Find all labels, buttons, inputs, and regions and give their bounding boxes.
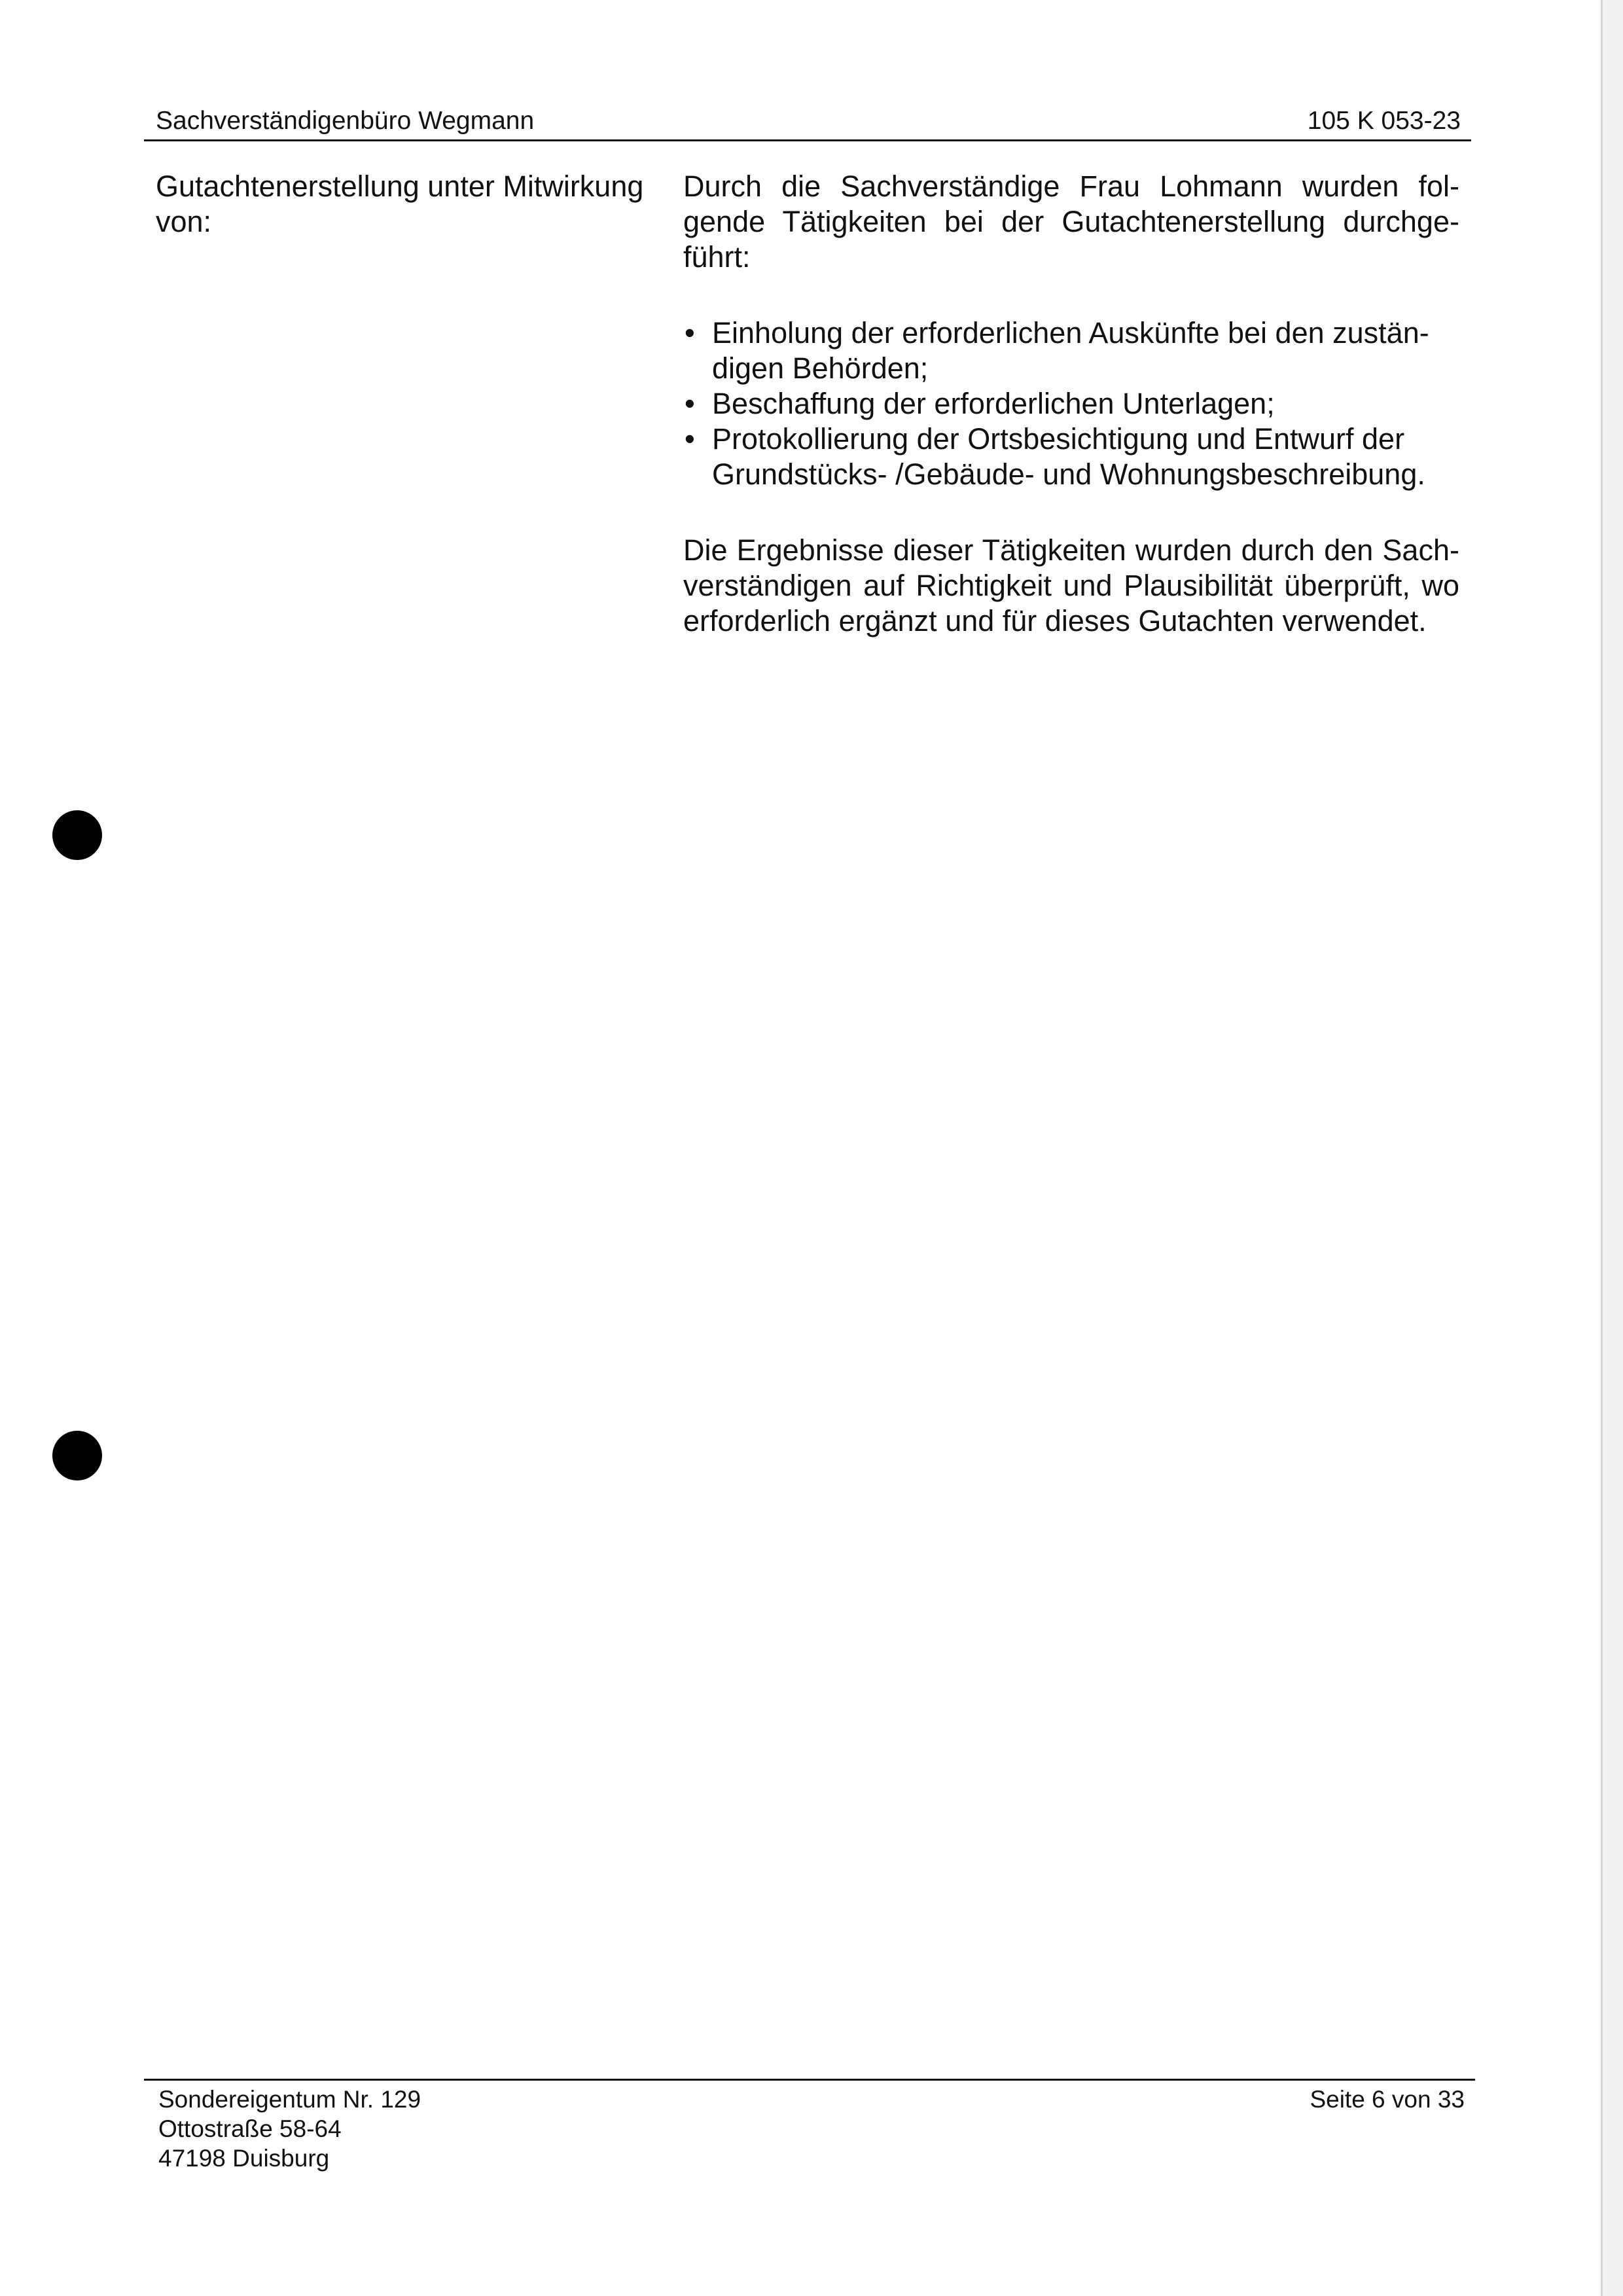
bullet-icon: • bbox=[685, 316, 695, 350]
bullet-icon: • bbox=[685, 422, 695, 456]
bullet-icon: • bbox=[685, 387, 695, 420]
page-footer bbox=[144, 2079, 1475, 2179]
address-line: Ottostraße 58-64 bbox=[158, 2115, 342, 2142]
list-item: • Protokollierung der Ortsbesichtigung und Entwurf der Grundstücks- /Gebäude- und Wohnungsbeschreibung. bbox=[685, 422, 1425, 491]
address-line: 47198 Duisburg bbox=[158, 2145, 330, 2172]
page-header bbox=[144, 101, 1471, 141]
section-label: Gutachtenerstellung unter Mitwirkung von: bbox=[156, 170, 644, 238]
file-reference: 105 K 053-23 bbox=[1307, 107, 1461, 135]
page-edge-shadow bbox=[1601, 0, 1623, 2296]
page-number: Seite 6 von 33 bbox=[1310, 2086, 1465, 2113]
intro-paragraph: Durch die Sachverständige Frau Lohmann wurden folgende Tätigkeiten bei der Gutachtenerstellung durchgeführt: bbox=[683, 170, 1459, 274]
punch-hole bbox=[52, 810, 102, 860]
list-item: • Beschaffung der erforderlichen Unterlagen; bbox=[685, 387, 1275, 420]
address-line: Sondereigentum Nr. 129 bbox=[158, 2086, 421, 2113]
activity-list bbox=[683, 315, 1459, 492]
list-item: • Einholung der erforderlichen Auskünfte bei den zuständigen Behörden; bbox=[685, 316, 1429, 385]
section-content bbox=[683, 169, 1459, 639]
punch-hole bbox=[52, 1431, 102, 1480]
closing-paragraph: Die Ergebnisse dieser Tätigkeiten wurden durch den Sachverständigen auf Richtigkeit und Plausibilität überprüft, wo erforderlich ergänzt und für dieses Gutachten verwendet. bbox=[683, 533, 1459, 637]
office-name: Sachverständigenbüro Wegmann bbox=[156, 107, 535, 135]
property-address bbox=[158, 2085, 421, 2173]
